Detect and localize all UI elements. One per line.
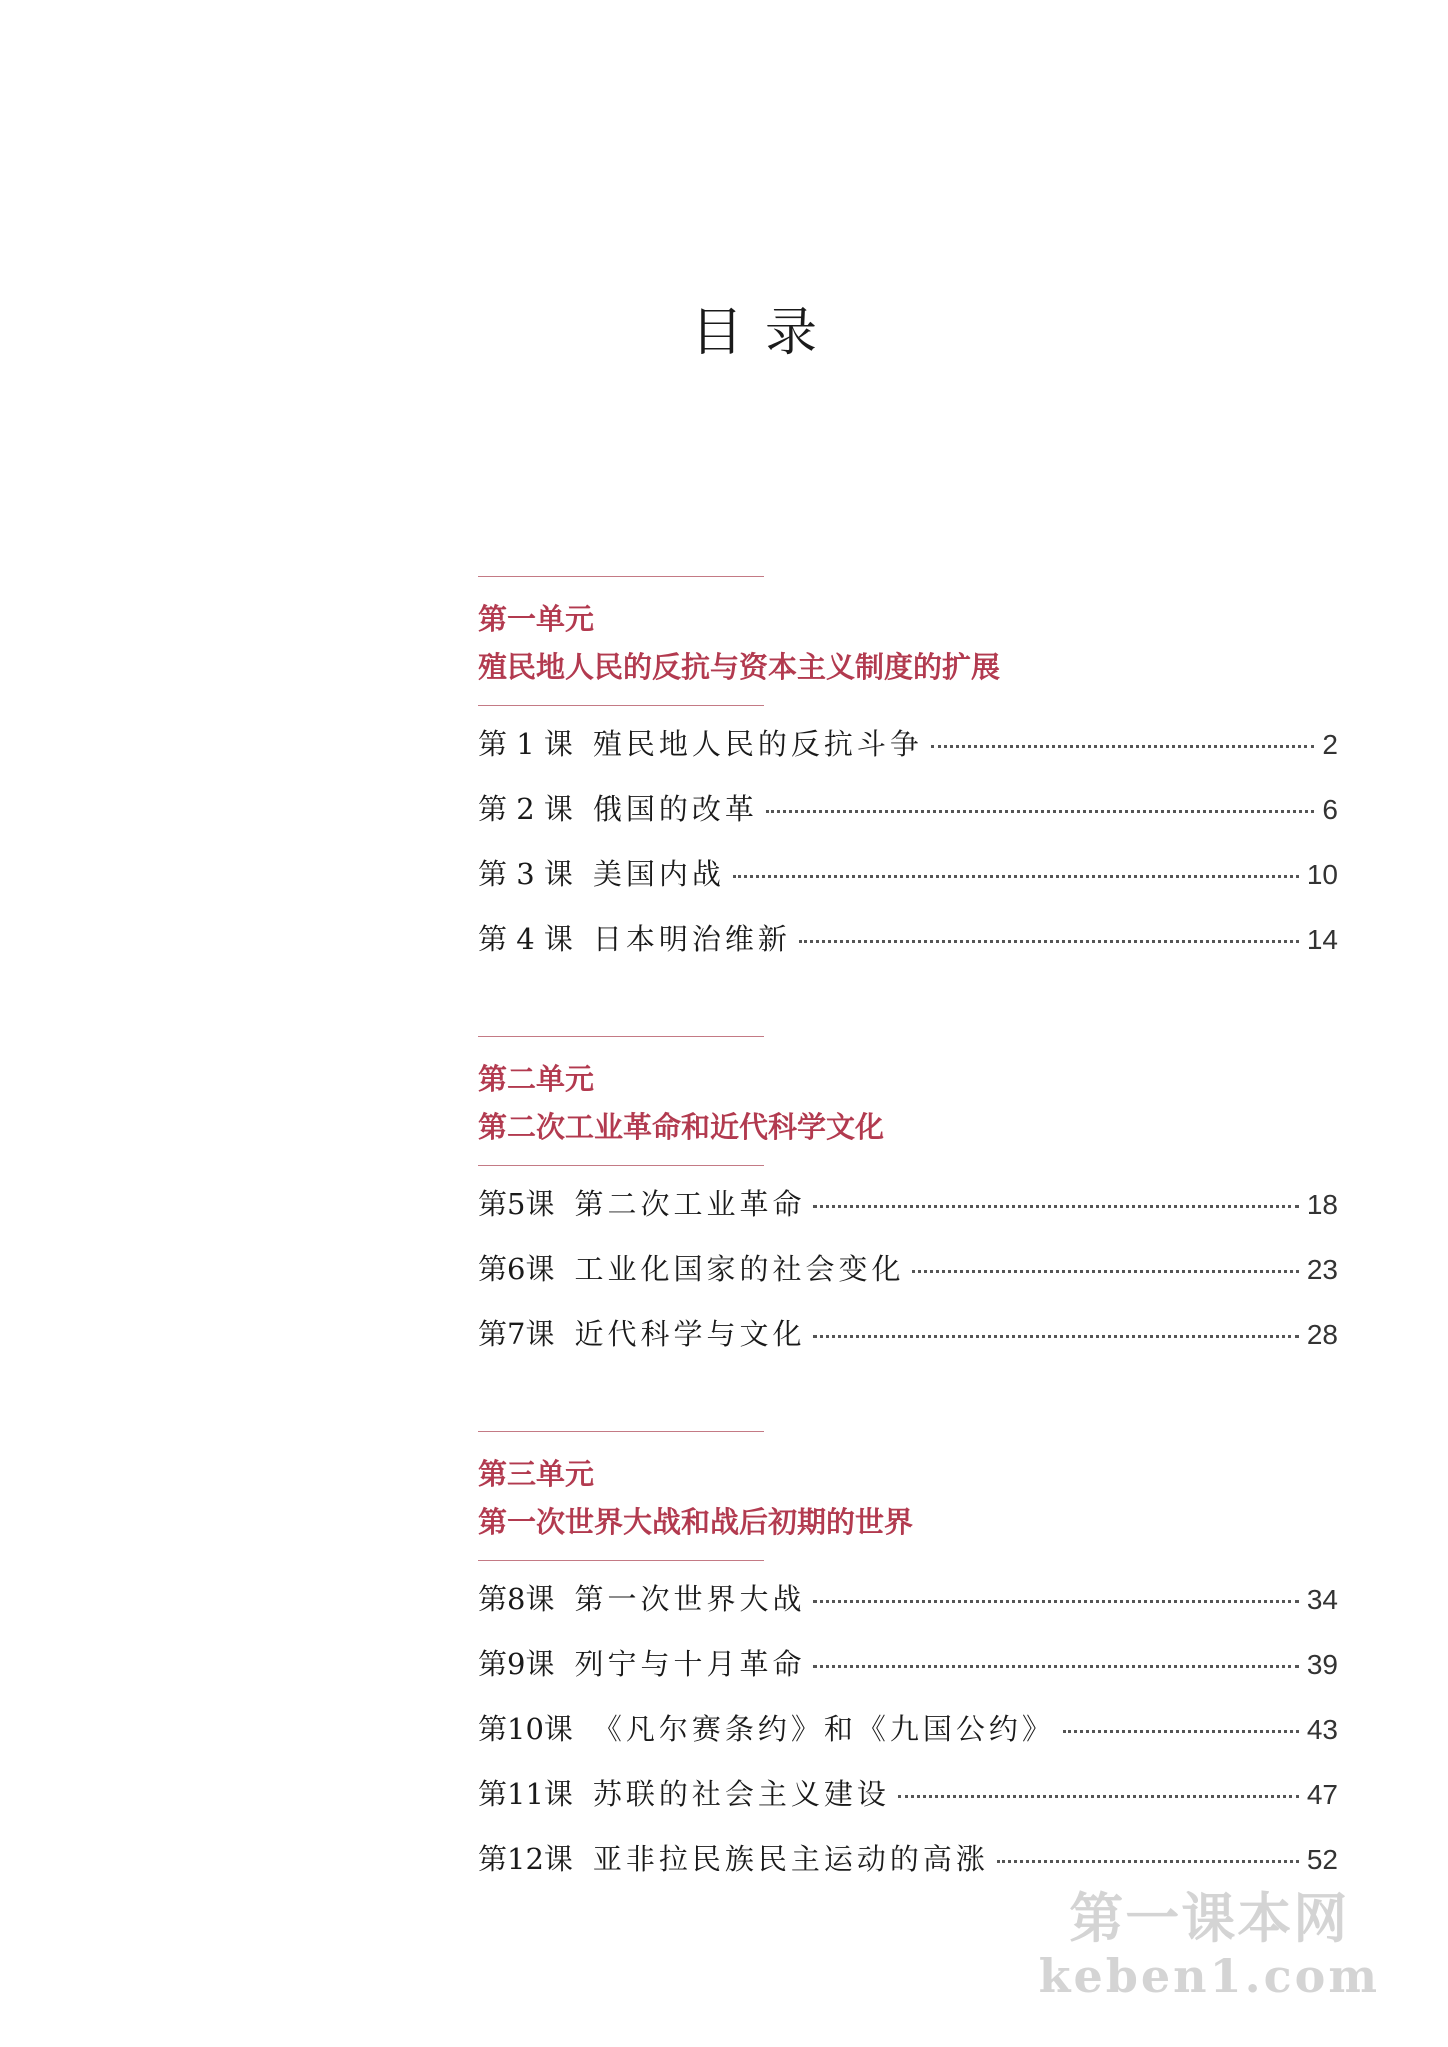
unit-1 xyxy=(478,576,1338,982)
lesson-page-number: 23 xyxy=(1306,1254,1338,1285)
lesson-entry[interactable] xyxy=(478,787,1338,852)
lesson-number: 第 1 课 xyxy=(478,727,573,761)
lesson-entry[interactable] xyxy=(478,1182,1338,1247)
lesson-title: 殖民地人民的反抗斗争 xyxy=(592,727,923,761)
lesson-title: 《凡尔赛条约》和《九国公约》 xyxy=(592,1712,1055,1746)
lesson-title: 工业化国家的社会变化 xyxy=(574,1252,905,1286)
lesson-entry[interactable] xyxy=(478,1312,1338,1377)
dot-leader xyxy=(813,1205,1298,1208)
dot-leader xyxy=(931,745,1315,748)
lesson-page-number: 14 xyxy=(1306,924,1338,955)
dot-leader xyxy=(813,1665,1298,1668)
dot-leader xyxy=(813,1600,1298,1603)
dot-leader xyxy=(813,1335,1298,1338)
lesson-entry[interactable] xyxy=(478,1642,1338,1707)
site-watermark xyxy=(1039,1888,1380,2003)
unit-heading xyxy=(478,1037,1338,1165)
lesson-entry[interactable] xyxy=(478,852,1338,917)
unit-heading xyxy=(478,1432,1338,1560)
dot-leader xyxy=(898,1795,1299,1798)
dot-leader xyxy=(997,1860,1299,1863)
unit-title: 第二次工业革命和近代科学文化 xyxy=(478,1110,885,1144)
lesson-number: 第6课 xyxy=(478,1252,555,1286)
lesson-page-number: 52 xyxy=(1306,1844,1338,1875)
lesson-page-number: 28 xyxy=(1306,1319,1338,1350)
lesson-page-number: 18 xyxy=(1306,1189,1338,1220)
lesson-title: 日本明治维新 xyxy=(592,922,791,956)
lesson-number: 第11课 xyxy=(478,1777,573,1811)
lesson-page-number: 34 xyxy=(1306,1584,1338,1615)
lesson-page-number: 2 xyxy=(1322,729,1338,760)
lesson-title: 俄国的改革 xyxy=(592,792,758,826)
unit-title: 殖民地人民的反抗与资本主义制度的扩展 xyxy=(478,650,1001,684)
unit-2 xyxy=(478,1036,1338,1377)
lesson-entry[interactable] xyxy=(478,722,1338,787)
lesson-number: 第5课 xyxy=(478,1187,555,1221)
dot-leader xyxy=(733,875,1299,878)
lesson-number: 第 3 课 xyxy=(478,857,573,891)
table-of-contents xyxy=(478,576,1338,1956)
unit-3 xyxy=(478,1431,1338,1902)
lesson-title: 近代科学与文化 xyxy=(574,1317,806,1351)
unit-title: 第一次世界大战和战后初期的世界 xyxy=(478,1505,914,1539)
lesson-page-number: 6 xyxy=(1322,794,1338,825)
lesson-title: 亚非拉民族民主运动的高涨 xyxy=(592,1842,989,1876)
unit-label: 第一单元 xyxy=(478,602,595,636)
lesson-number: 第12课 xyxy=(478,1842,573,1876)
lesson-number: 第9课 xyxy=(478,1647,555,1681)
lesson-number: 第8课 xyxy=(478,1582,555,1616)
lesson-title: 美国内战 xyxy=(592,857,725,891)
lesson-page-number: 39 xyxy=(1306,1649,1338,1680)
dot-leader xyxy=(766,810,1315,813)
watermark-text-url: keben1.com xyxy=(1038,1949,1380,2004)
lesson-entry[interactable] xyxy=(478,1772,1338,1837)
lesson-entry[interactable] xyxy=(478,1247,1338,1312)
lesson-number: 第 2 课 xyxy=(478,792,573,826)
lesson-list xyxy=(478,1166,1338,1377)
page-title: 目录 xyxy=(690,303,839,363)
unit-heading xyxy=(478,577,1338,705)
lesson-list xyxy=(478,1561,1338,1902)
lesson-entry[interactable] xyxy=(478,1707,1338,1772)
lesson-entry[interactable] xyxy=(478,1577,1338,1642)
unit-label: 第二单元 xyxy=(478,1062,595,1096)
lesson-title: 苏联的社会主义建设 xyxy=(592,1777,890,1811)
lesson-number: 第10课 xyxy=(478,1712,573,1746)
lesson-title: 第二次工业革命 xyxy=(574,1187,806,1221)
lesson-number: 第 4 课 xyxy=(478,922,573,956)
lesson-page-number: 43 xyxy=(1306,1714,1338,1745)
lesson-list xyxy=(478,706,1338,982)
unit-label: 第三单元 xyxy=(478,1457,595,1491)
watermark-text-cn: 第一课本网 xyxy=(1069,1887,1350,1950)
lesson-page-number: 47 xyxy=(1306,1779,1338,1810)
lesson-title: 列宁与十月革命 xyxy=(574,1647,806,1681)
lesson-title: 第一次世界大战 xyxy=(574,1582,806,1616)
dot-leader xyxy=(1063,1730,1299,1733)
dot-leader xyxy=(799,940,1299,943)
lesson-number: 第7课 xyxy=(478,1317,555,1351)
lesson-entry[interactable] xyxy=(478,917,1338,982)
lesson-page-number: 10 xyxy=(1306,859,1338,890)
dot-leader xyxy=(912,1270,1298,1273)
